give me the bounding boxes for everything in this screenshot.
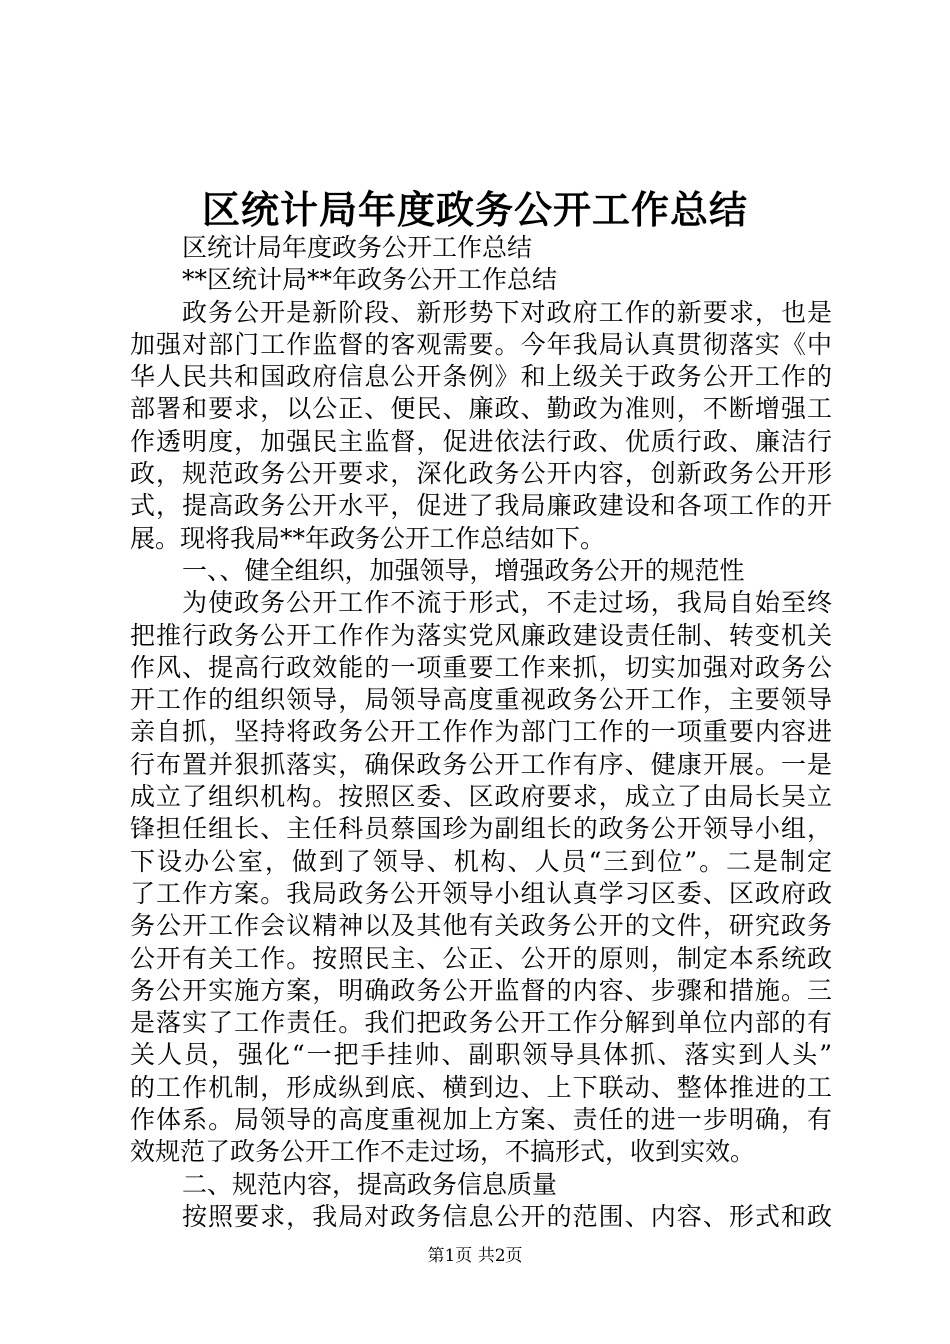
- body-line: 式，提高政务公开水平，促进了我局廉政建设和各项工作的开: [130, 491, 832, 521]
- body-line: 为使政务公开工作不流于形式，不走过场，我局自始至终: [182, 588, 832, 618]
- document-body: [130, 232, 832, 1233]
- body-line: 下设办公室，做到了领导、机构、人员“三到位”。二是制定: [130, 846, 832, 876]
- body-line: 关人员，强化“一把手挂帅、副职领导具体抓、落实到人头”: [130, 1040, 832, 1070]
- body-line: 行布置并狠抓落实，确保政务公开工作有序、健康开展。一是: [130, 749, 832, 779]
- body-line: 展。现将我局**年政务公开工作总结如下。: [130, 523, 606, 553]
- body-line: 是落实了工作责任。我们把政务公开工作分解到单位内部的有: [130, 1008, 832, 1038]
- body-line: 锋担任组长、主任科员蔡国珍为副组长的政务公开领导小组，: [130, 814, 832, 844]
- body-line: 加强对部门工作监督的客观需要。今年我局认真贯彻落实《中: [130, 329, 832, 359]
- body-line: 务公开工作会议精神以及其他有关政务公开的文件，研究政务: [130, 911, 832, 941]
- body-line: 一、、健全组织，加强领导，增强政务公开的规范性: [182, 555, 745, 585]
- page-footer: 第1页 共2页: [427, 1246, 523, 1266]
- body-line: 作风、提高行政效能的一项重要工作来抓，切实加强对政务公: [130, 652, 832, 682]
- body-line: 区统计局年度政务公开工作总结: [182, 233, 533, 262]
- body-line: 二、规范内容，提高政务信息质量: [182, 1169, 558, 1199]
- body-line: 政，规范政务公开要求，深化政务公开内容，创新政务公开形: [130, 459, 832, 489]
- body-line: 华人民共和国政府信息公开条例》和上级关于政务公开工作的: [130, 362, 832, 392]
- body-line: 效规范了政务公开工作不走过场，不搞形式，收到实效。: [130, 1137, 756, 1167]
- body-line: 开工作的组织领导，局领导高度重视政务公开工作，主要领导: [130, 685, 832, 715]
- body-line: **区统计局**年政务公开工作总结: [182, 265, 558, 295]
- document-title: 区统计局年度政务公开工作总结: [201, 187, 748, 232]
- body-line: 了工作方案。我局政务公开领导小组认真学习区委、区政府政: [130, 878, 832, 908]
- body-line: 的工作机制，形成纵到底、横到边、上下联动、整体推进的工: [130, 1072, 832, 1102]
- body-line: 把推行政务公开工作作为落实党风廉政建设责任制、转变机关: [130, 620, 832, 650]
- body-line: 按照要求，我局对政务信息公开的范围、内容、形式和政: [182, 1201, 832, 1231]
- body-line: 公开有关工作。按照民主、公正、公开的原则，制定本系统政: [130, 943, 832, 973]
- body-line: 作透明度，加强民主监督，促进依法行政、优质行政、廉洁行: [130, 426, 832, 456]
- body-line: 成立了组织机构。按照区委、区政府要求，成立了由局长吴立: [130, 782, 832, 812]
- body-line: 务公开实施方案，明确政务公开监督的内容、步骤和措施。三: [130, 975, 832, 1005]
- body-line: 部署和要求，以公正、便民、廉政、勤政为准则，不断增强工: [130, 394, 832, 424]
- body-line: 作体系。局领导的高度重视加上方案、责任的进一步明确，有: [130, 1105, 832, 1135]
- body-line: 政务公开是新阶段、新形势下对政府工作的新要求，也是: [182, 297, 832, 327]
- body-line: 亲自抓，坚持将政务公开工作作为部门工作的一项重要内容进: [130, 717, 832, 747]
